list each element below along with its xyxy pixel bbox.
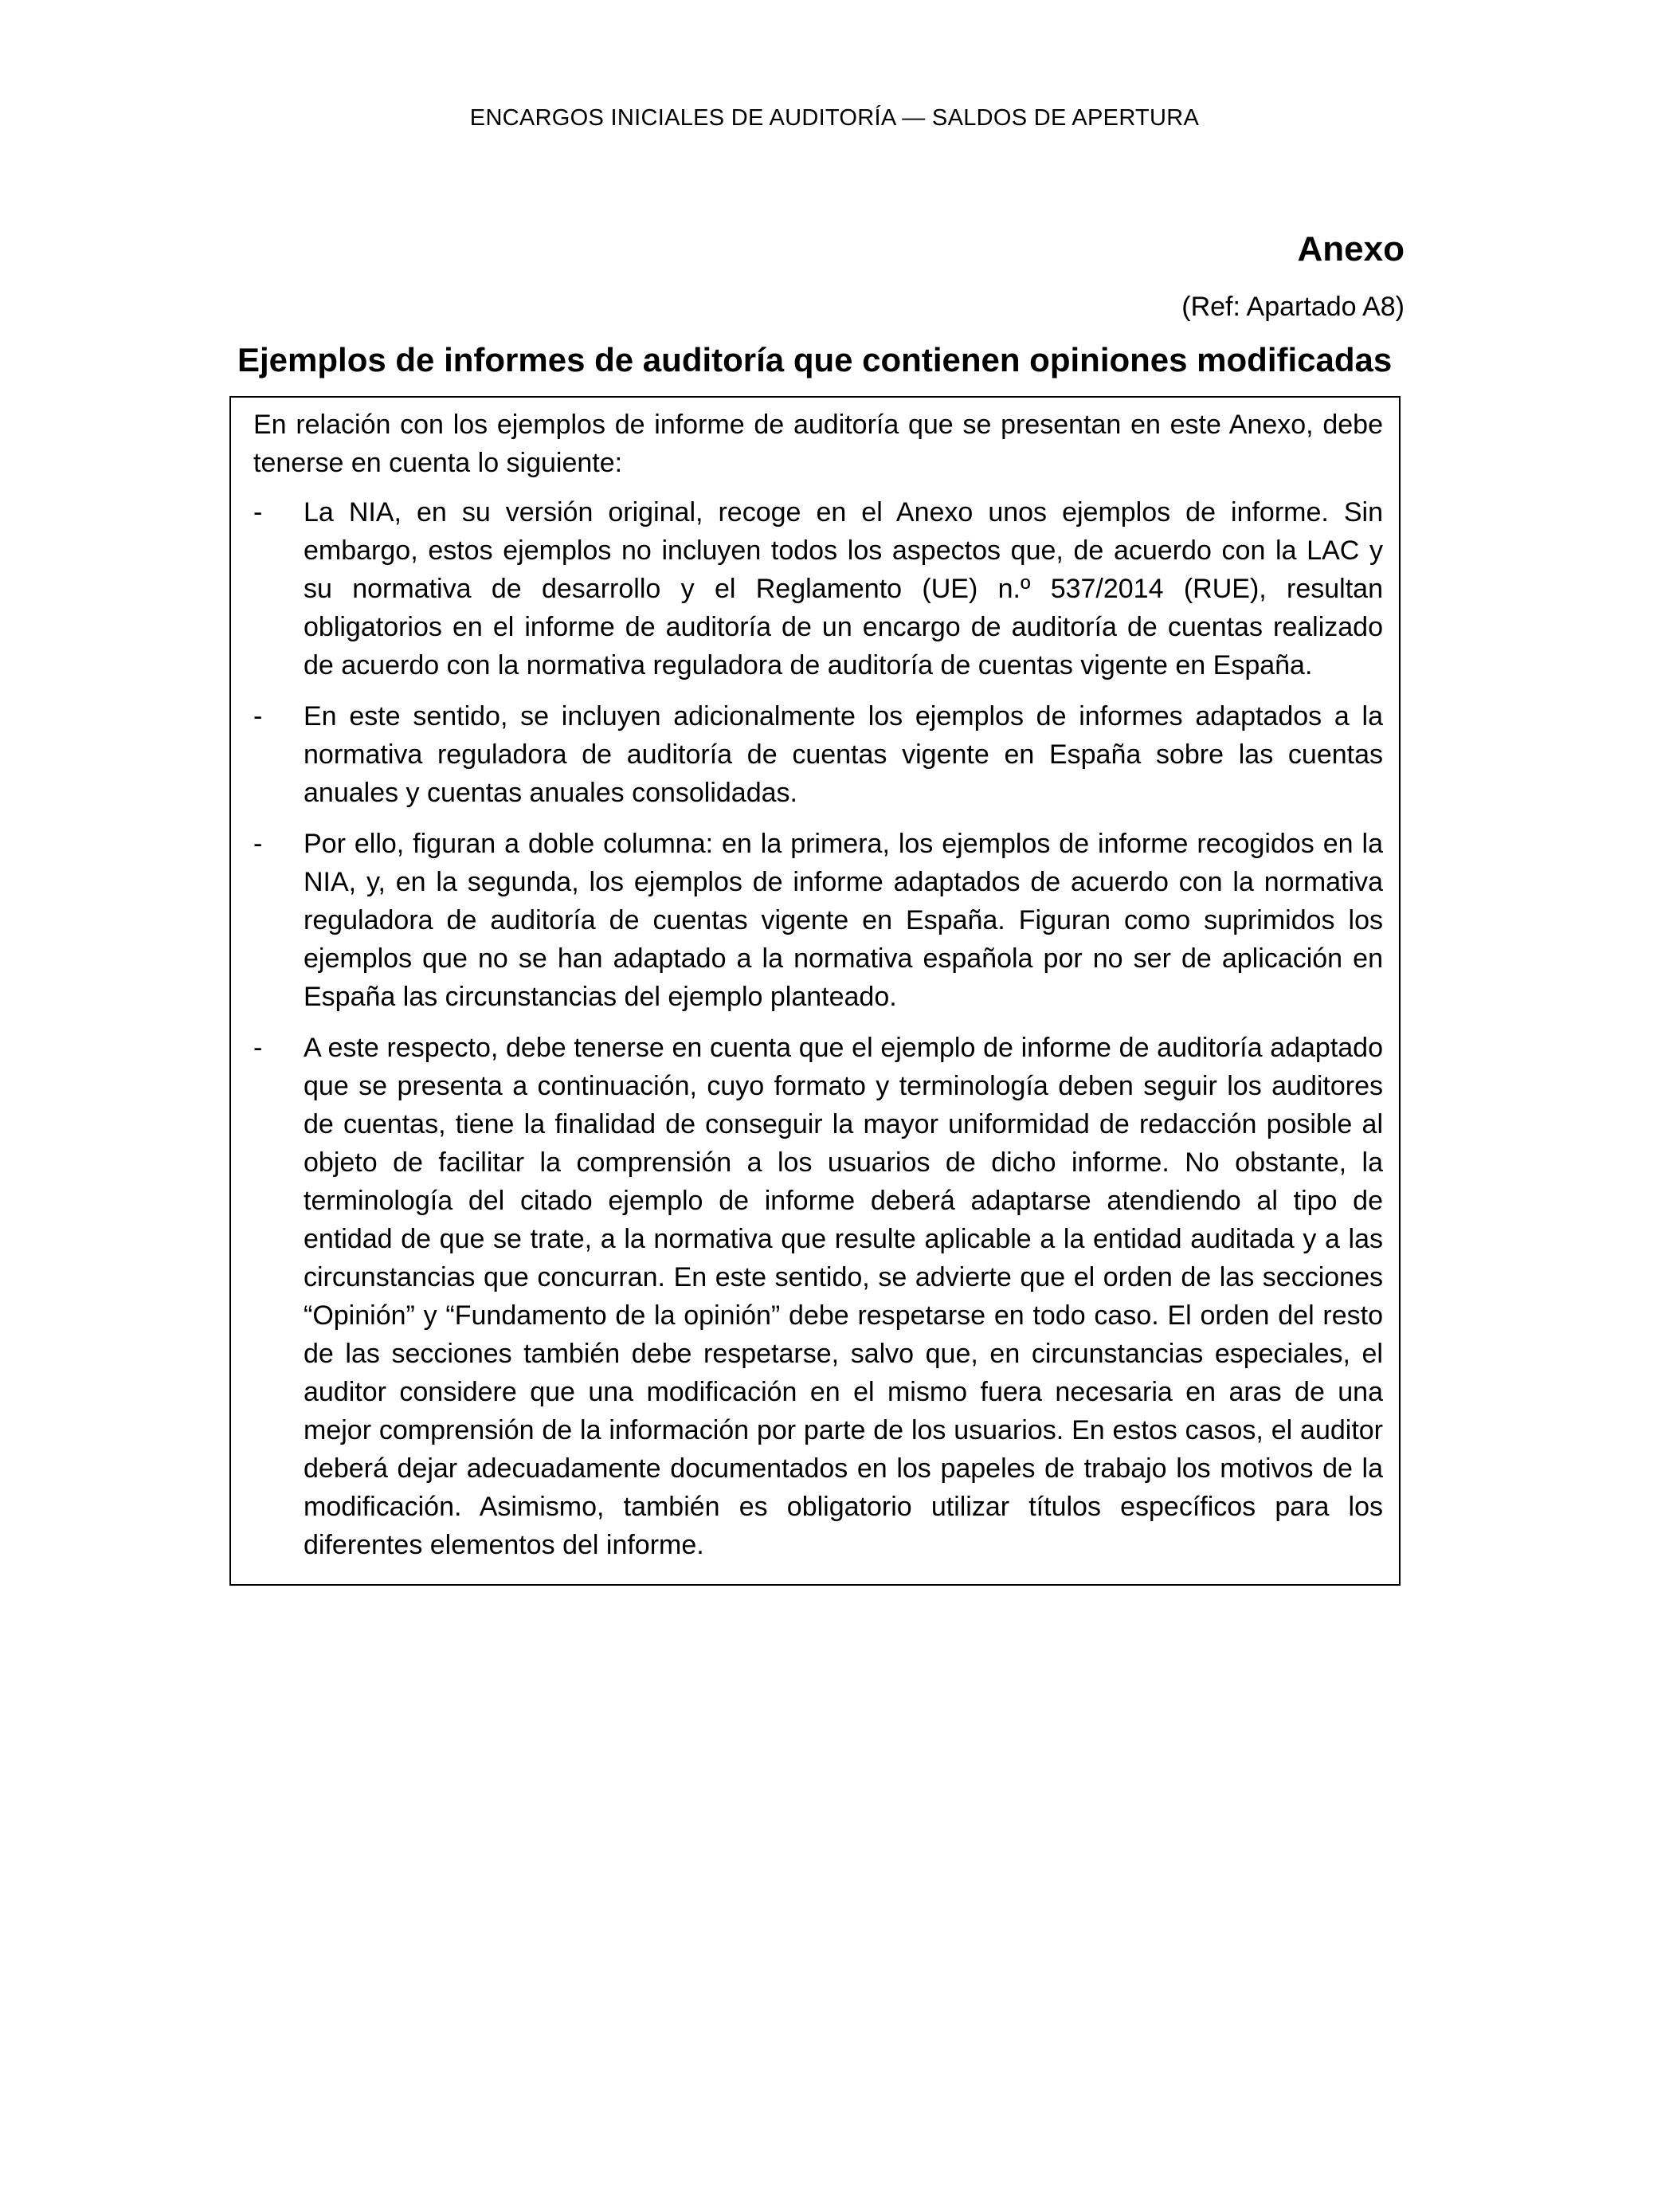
bullet-marker: - xyxy=(253,829,263,859)
bullet-marker: - xyxy=(253,701,263,731)
note-bullet xyxy=(253,825,1383,1016)
note-bullet xyxy=(253,493,1383,684)
bullet-text: En este sentido, se incluyen adicionalmente los ejemplos de informes adaptados a la normativa reguladora de auditoría de cuentas vigente en España sobre las cuentas anuales y cuentas anuales consolidadas. xyxy=(304,701,1383,808)
note-bullet xyxy=(253,1029,1383,1564)
bullet-text: La NIA, en su versión original, recoge en el Anexo unos ejemplos de informe. Sin embargo, estos ejemplos no incluyen todos los aspectos que, de acuerdo con la LAC y su normativa de desarrollo y el Reglamento (UE) n.º 537/2014 (RUE), resultan obligatorios en el informe de auditoría de un encargo de auditoría de cuentas realizado de acuerdo con la normativa reguladora de auditoría de cuentas vigente en España. xyxy=(304,497,1383,680)
note-bullet xyxy=(253,697,1383,812)
bullet-marker: - xyxy=(253,497,263,528)
section-title: Ejemplos de informes de auditoría que contienen opiniones modificadas xyxy=(237,341,1393,378)
note-box xyxy=(229,396,1401,1586)
annex-reference: (Ref: Apartado A8) xyxy=(1181,292,1405,322)
bullet-text: A este respecto, debe tenerse en cuenta que el ejemplo de informe de auditoría adaptado que se presenta a continuación, cuyo formato y terminología deben seguir los auditores de cuentas, tiene la finalidad de conseguir la mayor uniformidad de redacción posible al objeto de facilitar la comprensión a los usuarios de dicho informe. No obstante, la terminología del citado ejemplo de informe deberá adaptarse atendiendo al tipo de entidad de que se trate, a la normativa que resulte aplicable a la entidad auditada y a las circunstancias que concurran. En este sentido, se advierte que el orden de las secciones “Opinión” y “Fundamento de la opinión” debe respetarse en todo caso. El orden del resto de las secciones también debe respetarse, salvo que, en circunstancias especiales, el auditor considere que una modificación en el mismo fuera necesaria en aras de una mejor comprensión de la información por parte de los usuarios. En estos casos, el auditor deberá dejar adecuadamente documentados en los papeles de trabajo los motivos de la modificación. Asimismo, también es obligatorio utilizar títulos específicos para los diferentes elementos del informe. xyxy=(304,1033,1383,1560)
bullet-text: Por ello, figuran a doble columna: en la primera, los ejemplos de informe recogidos en la NIA, y, en la segunda, los ejemplos de informe adaptados de acuerdo con la normativa reguladora de auditoría de cuentas vigente en España. Figuran como suprimidos los ejemplos que no se han adaptado a la normativa española por no ser de aplicación en España las circunstancias del ejemplo planteado. xyxy=(304,829,1383,1012)
bullet-marker: - xyxy=(253,1033,263,1063)
note-intro: En relación con los ejemplos de informe de auditoría que se presentan en este Anexo, debe tenerse en cuenta lo siguiente: xyxy=(253,410,1383,478)
annex-title: Anexo xyxy=(1297,229,1405,269)
running-header: ENCARGOS INICIALES DE AUDITORÍA — SALDOS DE APERTURA xyxy=(469,105,1200,131)
